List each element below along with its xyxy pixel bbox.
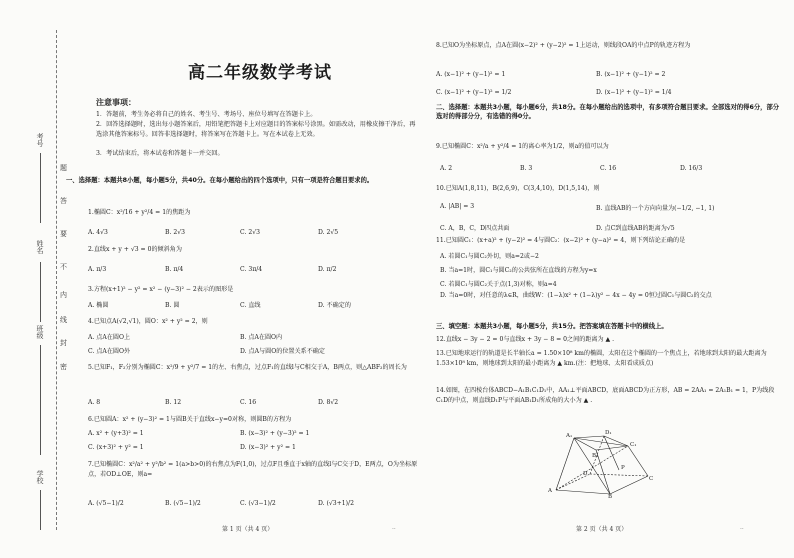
option: D. 不确定的 — [318, 302, 351, 309]
option: B. 直线AB的一个方向向量为(−1/2, −1, 1) — [596, 205, 715, 212]
option: B. π/4 — [165, 266, 184, 273]
edge — [628, 446, 648, 476]
question-stem: 9.已知椭圆C：x²/a + y²/4 = 1的离心率为1/2，则a的值可以为 — [436, 143, 609, 150]
edge — [574, 438, 610, 494]
option: D. (√3+1)/2 — [318, 500, 354, 507]
option: C. (x+3)² + y² = 1 — [88, 444, 144, 451]
page-1-footer: 第 1 页（共 4 页） — [222, 526, 274, 533]
option: B. 当a=1时，圆C₁与圆C₂的公共弦所在直线的方程为y=x — [440, 267, 597, 274]
corner-mark: ·· — [392, 526, 396, 533]
page-title: 高二年级数学考试 — [188, 63, 332, 83]
option: A. (√5−1)/2 — [88, 500, 124, 507]
notice-item: 1．答题前，考生务必将自己的姓名、考生号、考场号、座位号填写在答题卡上。 — [96, 111, 317, 118]
option: C. 2√3 — [240, 229, 260, 236]
edge — [556, 490, 610, 494]
seal-char: 内 — [60, 291, 67, 299]
notice-heading: 注意事项： — [96, 98, 136, 107]
notice-item: 3．考试结束后，将本试卷和答题卡一并交回。 — [96, 150, 224, 157]
option: A. 8 — [88, 399, 101, 406]
question-stem: 13.已知地球运行的轨道是长半轴长a = 1.50×10⁸ km的椭圆，太阳在这个椭圆的一个焦点上，若地球到太阳的最大距离为1.53×10⁸ km，则地球到太阳的最小距离为 ▲ km.(注：把地球、太阳看成质点) — [436, 350, 767, 367]
option: D. 点A与圆O的位置关系不确定 — [240, 348, 325, 355]
option: A. 4√3 — [88, 229, 108, 236]
section-3-heading: 三、填空题：本题共3小题，每小题5分，共15分。把答案填在答题卡中的横线上。 — [436, 323, 668, 330]
vertex-label: A — [548, 488, 552, 494]
option: D. π/2 — [318, 266, 337, 273]
option: A. 点A在圆O上 — [88, 334, 131, 341]
option: B. 3 — [520, 165, 533, 172]
option: C. A，B，C，D四点共面 — [440, 225, 510, 232]
question-stem: 10.已知A(1,8,11)，B(2,6,9)，C(3,4,10)，D(1,5,14)，则 — [436, 185, 600, 192]
option: A. x² + (y+3)² = 1 — [88, 430, 144, 437]
option: D. 8√2 — [318, 399, 339, 406]
option: A. 椭圆 — [88, 302, 109, 309]
edge — [610, 476, 648, 494]
option: D. 当a=0时，对任意的λ∈R，曲线W：(1−λ)x² + (1−λ)y² − 4x − 4y = 0恒过圆C₁与圆C₂的交点 — [440, 292, 712, 299]
corner-mark: ·· — [740, 526, 744, 533]
notice-item: 2．回答选择题时，选出每小题答案后，用铅笔把答题卡上对应题目的答案标号涂黑。如需改动，用橡皮擦干净后，再选涂其他答案标号。回答非选择题时，将答案写在答题卡上。写在本试卷上无效。 — [96, 121, 416, 138]
binding-dashed-line — [56, 30, 57, 530]
option: C. 点A在圆O外 — [88, 348, 131, 355]
seal-char: 要 — [60, 230, 67, 238]
option: C. (x−1)² + (y−1)² = 1/2 — [436, 89, 512, 96]
vertex-label: D₁ — [605, 430, 612, 436]
option: C. 3π/4 — [240, 266, 263, 273]
edge — [574, 438, 628, 446]
option: C. 16 — [240, 399, 257, 406]
question-stem: 12.直线x − 3y − 2 = 0与直线x + 3y − 8 = 0之间的距离为 ▲ . — [436, 336, 615, 343]
option: D. 16/3 — [680, 165, 703, 172]
option: B. 圆 — [165, 302, 180, 309]
option: B. (√5−1)/2 — [165, 500, 201, 507]
seal-char: 密 — [60, 363, 67, 371]
seal-char: 不 — [60, 263, 67, 271]
option: B. (x−3)² + (y−3)² = 1 — [240, 430, 310, 437]
question-stem: 2.直线x + y + √3 = 0的倾斜角为 — [88, 246, 182, 253]
exam-no-label: 考号 — [36, 133, 44, 147]
option: A. (x−1)² + (y−1)² = 1 — [436, 71, 506, 78]
question-stem: 11.已知圆C₁：(x+a)² + (y−2)² = 4与圆C₂：(x−2)² + (y−a)² = 4，则下列结论正确的是 — [436, 237, 686, 244]
option: C. 直线 — [240, 302, 261, 309]
seal-char: 答 — [60, 197, 67, 205]
question-stem: 14.如图，在四棱台体ABCD−A₁B₁C₁D₁中，AA₁⊥平面ABCD，底面ABCD为正方形，AB = 2AA₁ = 2A₁B₁ = 1，P为线段C₁D的中点，则直线D₁P与平面AB₁D₁所成角的大小为 ▲ . — [436, 387, 775, 404]
edge — [596, 446, 628, 450]
vertex-label: C — [649, 476, 654, 482]
option: C. 16 — [600, 165, 617, 172]
seal-char: 线 — [60, 316, 67, 324]
option: A. 若圆C₁与圆C₂外切，则a=2或−2 — [440, 253, 539, 260]
question-stem: 3.方程(x+1)² − y² = x² − (y−3)² − 2表示的图形是 — [88, 286, 234, 293]
question-stem: 6.已知圆A：x² + (y−3)² = 1与圆B关于直线x−y=0对称，则圆B的方程为 — [88, 416, 292, 423]
exam-no-line — [40, 153, 41, 223]
vertex-label: P — [621, 465, 625, 471]
option: D. (x−3)² + y² = 1 — [240, 444, 296, 451]
option: A. π/3 — [88, 266, 107, 273]
question-stem: 8.已知O为坐标原点，点A在圆(x−2)² + (y−2)² = 1上运动，则线段OA的中点P的轨迹方程为 — [436, 42, 691, 49]
vertex-label: C₁ — [630, 442, 637, 448]
vertex-label: A₁ — [566, 433, 573, 439]
question-stem: 4.已知点A(√2,√1)，圆O：x² + y² = 2，则 — [88, 318, 208, 325]
option: A. |AB| = 3 — [440, 203, 475, 210]
page-2-footer: 第 2 页（共 4 页） — [576, 526, 628, 533]
option: B. 12 — [165, 399, 182, 406]
vertex-label: B₁ — [592, 453, 599, 459]
section-1-heading: 一、选择题：本题共8小题，每小题5分，共40分。在每小题给出的四个选项中，只有一项是符合题目要求的。 — [66, 177, 374, 184]
option: D. 点C到直线AB的距离为√5 — [596, 225, 675, 232]
section-2-heading: 二、选择题：本题共3小题，每小题6分，共18分。在每小题给出的选项中，有多项符合题目要求。全部选对的得6分，部分选对的得部分分，有选错的得0分。 — [436, 104, 780, 120]
option: C. (√3−1)/2 — [240, 500, 276, 507]
edge — [574, 436, 604, 438]
school-line — [40, 490, 41, 530]
school-label: 学校 — [36, 470, 44, 484]
option: B. (x−1)² + (y−1)² = 2 — [596, 71, 666, 78]
name-line — [40, 262, 41, 322]
name-label: 姓名 — [36, 240, 44, 254]
question-stem: 5.已知F₁，F₂分别为椭圆C：x²/9 + y²/7 = 1的左、右焦点，过点F₁的直线l与C相交于A，B两点，则△ABF₂的周长为 — [88, 364, 407, 371]
option: A. 2 — [440, 165, 453, 172]
question-stem: 7.已知椭圆C：x²/a² + y²/b² = 1(a>b>0)的右焦点为F(1,0)，过点F且垂直于x轴的直线l与C交于D，E两点，O为坐标原点，若OD⊥OE，则a= — [88, 461, 418, 478]
option: B. 2√3 — [165, 229, 185, 236]
seal-char: 题 — [60, 164, 67, 172]
class-line — [40, 345, 41, 455]
question-stem: 1.椭圆C：x²/16 + y²/4 = 1的焦距为 — [88, 209, 191, 216]
frustum-figure — [548, 428, 658, 498]
option: D. 2√5 — [318, 229, 339, 236]
edge — [590, 474, 648, 476]
vertex-label: B — [608, 494, 613, 498]
class-label: 班级 — [36, 325, 44, 339]
option: C. 若圆C₁与圆C₂关于点(1,3)对称，则a=4 — [440, 281, 557, 288]
vertex-label: D — [583, 471, 588, 477]
edge — [556, 438, 574, 490]
option: D. (x−1)² + (y−1)² = 1/4 — [596, 89, 672, 96]
seal-char: 封 — [60, 339, 67, 347]
option: B. 点A在圆O内 — [240, 334, 283, 341]
